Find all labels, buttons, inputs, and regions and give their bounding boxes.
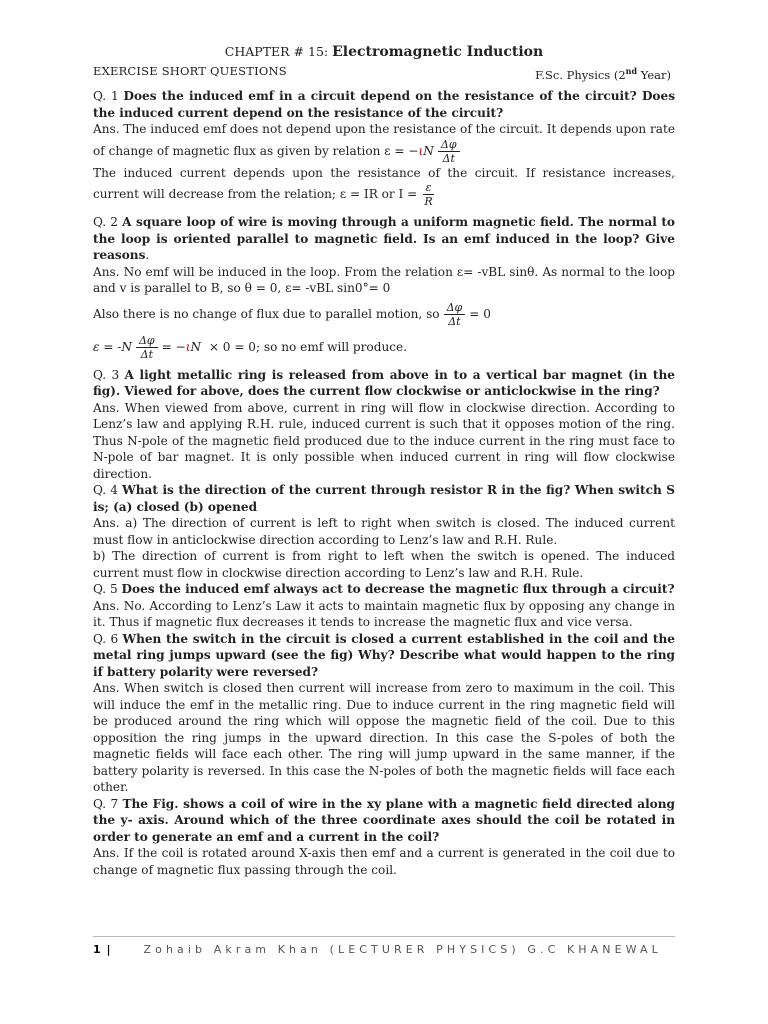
question-2: Q. 2 A square loop of wire is moving through a uniform magnetic field. The normal to the loop is oriented parallel to magnetic field. Is an emf induced in the loop? Give reasons. [93, 215, 675, 262]
fraction-dphi-dt-3: $\frac{\Delta\varphi}{\Delta t}$ [136, 334, 158, 361]
chapter-number: CHAPTER # 15: [224, 44, 329, 59]
section-label: EXERCISE SHORT QUESTIONS [93, 64, 287, 78]
page-footer [93, 943, 675, 956]
document-page [93, 42, 675, 878]
chapter-name: Electromagnetic Induction [332, 44, 544, 60]
question-6: Q. 6 When the switch in the circuit is closed a current established in the coil and the metal ring jumps upward (see the fig) Why? Describe what would happen to the ring if battery polarity were reversed? [93, 631, 676, 679]
fraction-dphi-dt: $\frac{\Delta\varphi}{\Delta t}$ [438, 138, 460, 165]
question-7: Q. 7 The Fig. shows a coil of wire in the xy plane with a magnetic field directed along the y- axis. Around which of the three coordinate axes should the coil be rotated in order to generate an emf and a current in the coil? [93, 796, 675, 844]
answer-1-part-2: The induced current depends upon the resistance of the circuit. If resistance increases, current will decrease from the relation; ε = IR or I = $\frac{\varepsilon}{R}$ [93, 165, 675, 208]
answer-2-part-3: ε = -N $\frac{\Delta\varphi}{\Delta t}$ = −ιN × 0 = 0; so no emf will produce. [93, 333, 408, 361]
answer-2-part-2: Also there is no change of flux due to parallel motion, so $\frac{\Delta\varphi}{\Delta t}$ = 0 [93, 300, 491, 328]
question-3: Q. 3 A light metallic ring is released from above in to a vertical bar magnet (in the fig). Viewed for above, does the current flow clockwise or anticlockwise in the ring? [93, 367, 675, 398]
answer-7: Ans. If the coil is rotated around X-axis then emf and a current is generated in the coil due to change of magnetic flux passing through the coil. [93, 846, 675, 877]
question-5: Q. 5 Does the induced emf always act to decrease the magnetic flux through a circuit? [93, 582, 675, 596]
answer-4-a: Ans. a) The direction of current is left to right when switch is closed. The induced current must flow in anticlockwise direction according to Lenz’s law and R.H. Rule. [93, 516, 675, 547]
chapter-title [93, 42, 675, 62]
answer-6: Ans. When switch is closed then current will increase from zero to maximum in the coil. This will induce the emf in the metallic ring. Due to induce current in the ring magnetic field will be produced around the ring which will oppose the magnetic field of the coil. Due to this opposition the ring jumps in the upward direction. In this case the S-poles of both the magnetic fields will face each other. The ring will jump upward in the same manner, if the battery polarity is reversed. In this case the N-poles of both the magnetic fields will face each other. [93, 681, 675, 794]
footer-author: Zohaib Akram Khan (LECTURER PHYSICS) G.C KHANEWAL [143, 943, 662, 956]
course-label: F.Sc. Physics (2nd Year) [535, 66, 671, 82]
answer-5: Ans. No. According to Lenz’s Law it acts to maintain magnetic flux by opposing any change in it. Thus if magnetic flux decreases it tends to increase the magnetic flux and vice versa. [93, 598, 675, 629]
subheader [93, 62, 675, 82]
fraction-dphi-dt-2: $\frac{\Delta\varphi}{\Delta t}$ [444, 301, 466, 328]
question-1: Q. 1 Does the induced emf in a circuit depend on the resistance of the circuit? Does the induced current depend on the resistance of the circuit? [93, 89, 676, 120]
footer-divider [93, 936, 675, 937]
answer-4-b: b) The direction of current is from right to left when the switch is opened. The induced current must flow in clockwise direction according to Lenz’s law and R.H. Rule. [93, 549, 675, 580]
fraction-emf-r: $\frac{\varepsilon}{R}$ [424, 181, 433, 208]
answer-1-part-1: Ans. The induced emf does not depend upon the resistance of the circuit. It depends upon rate of change of magnetic flux as given by relation ε = −ιN $\frac{\Delta\varphi}{\Delta t}$ [93, 122, 676, 165]
page-number: 1 | [93, 943, 112, 956]
answer-2-part-1: Ans. No emf will be induced in the loop. From the relation ε= -vBL sinθ. As normal to the loop and v is parallel to B, so θ = 0, ε= -vBL sin0°= 0 [93, 264, 675, 295]
question-4: Q. 4 What is the direction of the current through resistor R in the fig? When switch S is; (a) closed (b) opened [93, 483, 675, 514]
answer-3: Ans. When viewed from above, current in ring will flow in clockwise direction. According to Lenz’s law and applying R.H. rule, induced current is such that it opposes motion of the ring. Thus N-pole of the magnetic field produced due to the induce current in the ring must face to N-pole of bar magnet. It is only possible when induced current in ring will flow clockwise direction. [93, 400, 675, 481]
